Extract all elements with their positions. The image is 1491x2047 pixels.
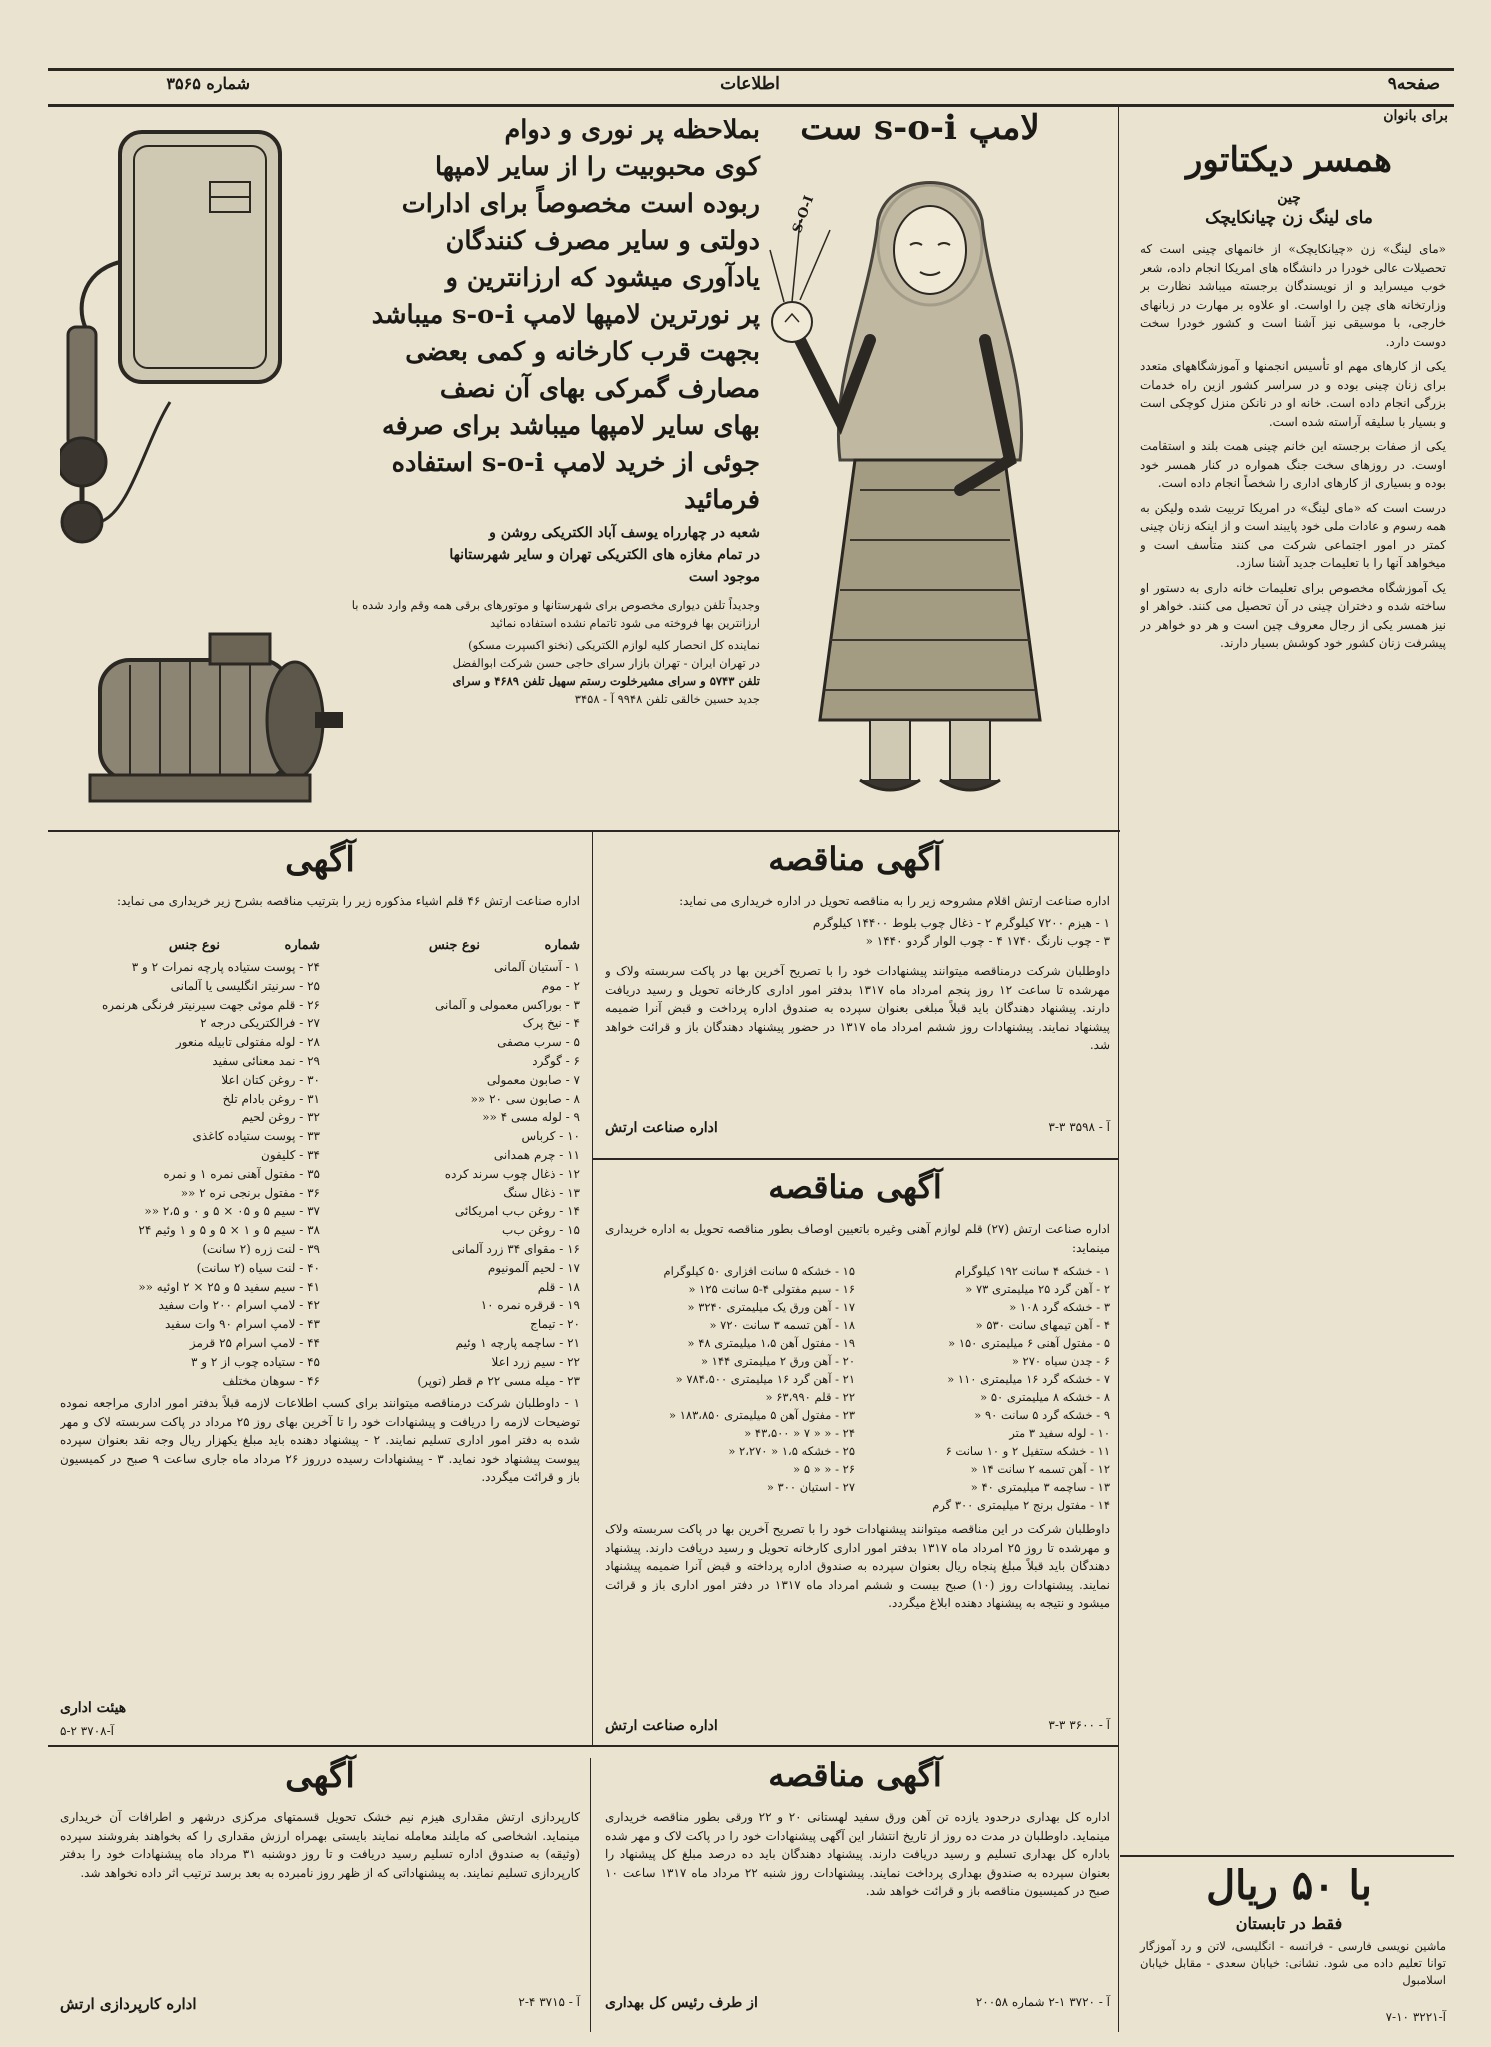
list-item: ۴ - آهن تیمهای سانت ۵۳۰ « xyxy=(975,1318,1110,1332)
list-item: ۲۷ - استیان ۳۰۰ « xyxy=(766,1480,855,1494)
telephone-illustration xyxy=(60,112,305,582)
monaqese2-items-b xyxy=(605,1262,855,1496)
agahi-bottom-signature: اداره کارپردازی ارتش xyxy=(60,1995,197,2013)
lamp-ad-extra-line: وجدیداً تلفن دیواری مخصوص برای شهرستانها و موتورهای برقی همه وقم وارد شده با ارزانترین بها فروخته می شود تاتمام نشده استفاده نمائید xyxy=(351,598,760,630)
women-section-label: برای بانوان xyxy=(1383,108,1448,124)
list-item: ۱۷ - آهن ورق یک میلیمتری ۳۲۴۰ « xyxy=(687,1300,855,1314)
lamp-ad-address-line: موجود است xyxy=(688,569,760,585)
women-paragraph: یک آموزشگاه مخصوص برای تعلیمات خانه داری به دستور او ساخته شده و دختران چینی در آن تحصیل می کنند. خواهر او نیز همسر یکی از رجال معروف چین است و هر دو خواهر در پیشرفت زنان کشور خود کوشش بسیار دارند. xyxy=(1140,580,1446,650)
monaqese3-title: آگهی مناقصه xyxy=(768,1756,942,1794)
lamp-ad-line: بملاحظه پر نوری و دوام xyxy=(504,115,760,145)
list-item: ۱۷ - لحیم آلمونیوم xyxy=(487,1260,580,1275)
list-item: ۲۹ - نمد معنائی سفید xyxy=(212,1053,320,1068)
lamp-ad-extra-line: در تهران ایران - تهران بازار سرای حاجی حسن شرکت ابوالفضل xyxy=(452,656,760,670)
page-label: صفحه۹ xyxy=(1387,74,1440,94)
list-item: ۵ - سرب مصفی xyxy=(497,1035,580,1050)
lamp-ad-address xyxy=(340,522,760,588)
lamp-ad-extra-line: نماینده کل انحصار کلیه لوازم الکتریکی (نخنو اکسپرت مسکو) xyxy=(468,638,760,652)
list-item: ۳۸ - سیم ۵ و ۱ × ۵ و ۵ و ۱ وئیم ۲۴ xyxy=(138,1223,320,1238)
monaqese1-body: داوطلبان شرکت درمناقصه میتوانند پیشنهادات خود را با تصریح آخرین بها در پاکت سربسته ولاک و مهرشده تا ساعت ۱۲ روز پنجم امرداد ماه ۱۳۱۷ بدفتر امور اداری کارخانه تحویل و رسید دریافت دارند. پیشنهاد دهندگان باید قبلاً مبلغی بعنوان سپرده به صندوق اداره پرداخت و قبض آنرا ضمیمه پیشنهاد نمایند. پیشنهادات روز ششم امرداد ماه ۱۳۱۷ در حضور پیشنهاد دهندگان باز و قرائت خواهد شد. xyxy=(605,964,1110,1052)
list-item: ۱۶ - سیم مفتولی ۴-۵ سانت ۱۲۵ « xyxy=(688,1282,855,1296)
monaqese1-footer xyxy=(605,1120,1110,1136)
column-divider-bottom xyxy=(590,1758,591,2032)
list-item: ۲۳ - مفتول آهن ۵ میلیمتری ۱۸۳،۸۵۰ « xyxy=(669,1408,855,1422)
monaqese2-intro: اداره صناعت ارتش (۲۷) قلم لوازم آهنی وغیره باتعیین اوصاف بطور مناقصه تحویل به اداره خریداری مینماید: xyxy=(605,1222,1110,1255)
column-divider-women xyxy=(1118,104,1119,2032)
women-paragraph: «مای لینگ» زن «چیانکایچک» از خانمهای چینی است که تحصیلات عالی خودرا در دانشگاه های امریکا انجام داده، شعر خوب میسراید و از نویسندگان برجسته میباشد نظارت بر وزارتخانه های چین را اواست. او علاوه بر مهارت در زبانهای خارجی، با موسیقی نیز آشنا است و کشور خودرا سخت دوست دارد. xyxy=(1140,242,1446,349)
monaqese1-items xyxy=(605,914,1110,950)
list-item: ۱۲ - ذغال چوب سرند کرده xyxy=(444,1166,580,1181)
list-item: ۳۱ - روغن بادام تلخ xyxy=(222,1091,320,1106)
list-item: ۴ - نیخ پرک xyxy=(522,1016,580,1031)
list-item: ۲ - موم xyxy=(541,978,580,993)
monaqese3-signature: از طرف رئیس کل بهداری xyxy=(605,1995,758,2011)
list-item: ۳۹ - لنت زره (۲ سانت) xyxy=(202,1241,320,1256)
lamp-ad-line: دولتی و سایر مصرف کنندگان xyxy=(445,226,760,256)
agahi-items-list-b xyxy=(60,958,320,1390)
list-item: ۲۸ - لوله مفتولی تابیله منعور xyxy=(175,1035,320,1050)
lamp-ad-body xyxy=(340,112,760,519)
col-no-label: شماره xyxy=(284,938,320,953)
women-headline: همسر دیکتاتور xyxy=(1186,140,1392,180)
monaqese3-code: آ - ۳۷۲۰ ۱-۲ شماره ۲۰۰۵۸ xyxy=(975,1995,1110,2009)
agahi-bottom-rule xyxy=(48,1745,593,1747)
newspaper-title: اطلاعات xyxy=(720,74,780,94)
lamp-ad-address-line: شعبه در چهارراه یوسف آباد الکتریکی روشن و xyxy=(489,525,760,541)
agahi-bottom-code: آ - ۳۷۱۵ ۴-۲ xyxy=(518,1995,580,2009)
list-item: ۲۲ - سیم زرد اعلا xyxy=(491,1354,580,1369)
list-item: ۱۴ - روغن ب‌ب امریکائی xyxy=(454,1204,580,1219)
monaqese2-code: آ - ۳۶۰۰ ۳-۳ xyxy=(1048,1718,1110,1732)
monaqese2-body: داوطلبان شرکت در این مناقصه میتوانند پیشنهادات خود را با تصریح آخرین بها در پاکت سربسته ولاک و مهرشده تا روز ۲۵ امرداد ماه ۱۳۱۷ بدفتر امور اداری کارخانه تحویل و رسید دریافت دارند. پیشنهاد دهندگان باید قبلاً مبلغ پنجاه ریال بعنوان سپرده به صندوق اداره پرداخته و قبض آنرا ضمیمه پیشنهاد نمایند. پیشنهادات روز (۱۰) صبح بیست و ششم امرداد ماه ۱۳۱۷ در دفتر امور اداری باز و قرائت میشود و نتیجه به پیشنهاد دهنده ابلاغ میگردد. xyxy=(605,1522,1110,1610)
women-sub2: مای لینگ زن چیانکایچک xyxy=(1205,208,1373,228)
women-article xyxy=(1140,240,1446,1840)
header-bottom-rule xyxy=(48,104,1454,107)
list-item: ۲ - آهن گرد ۲۵ میلیمتری ۷۳ « xyxy=(965,1282,1110,1296)
list-item: ۱۶ - مقوای ۳۴ زرد آلمانی xyxy=(451,1241,580,1256)
list-item: ۲۱ - آهن گرد ۱۶ میلیمتری ۷۸۴،۵۰۰ « xyxy=(675,1372,855,1386)
list-item: ۳۵ - مفتول آهنی نمره ۱ و نمره xyxy=(163,1166,320,1181)
agahi-col-header-b xyxy=(60,938,320,953)
agahi-bottom-body: کارپردازی ارتش مقداری هیزم نیم خشک تحویل قسمتهای مرکزی درشهر و اطرافات آن خریداری مینماید. اشخاصی که مایلند معامله نمایند بایستی بهمراه ارزش مقداری را که بخواهند بفروشند سپرده (وثیقه) به صندوق اداره تسلیم رسید دریافت و تا روز دوشنبه ۳۱ مرداد ماه پیشنهادات خود را بدفتر کارپردازی تسلیم نمایند. به پیشنهاداتی که از ظهر روز نامبرده به بعد برسد ترتیب اثر داده نخواهد شد. xyxy=(60,1810,580,1880)
list-item: ۱ - خشکه ۴ سانت ۱۹۲ کیلوگرام xyxy=(954,1264,1110,1278)
list-item: ۳۲ - روغن لحیم xyxy=(241,1110,320,1125)
electric-motor-illustration xyxy=(60,630,350,820)
list-item: ۱۰ - لوله سفید ۳ متر xyxy=(1009,1426,1110,1440)
monaqese1-signature: اداره صناعت ارتش xyxy=(605,1120,718,1136)
list-item: ۱۳ - ساچمه ۳ میلیمتری ۴۰ « xyxy=(970,1480,1110,1494)
list-item: ۱۱ - خشکه ستفیل ۲ و ۱۰ سانت ۶ xyxy=(945,1444,1110,1458)
list-item: ۷ - صابون معمولی xyxy=(486,1072,580,1087)
col-type-label: نوع جنس xyxy=(428,938,480,953)
list-item: ۱۹ - قرقره نمره ۱۰ xyxy=(480,1298,580,1313)
lamp-ad-extra-line: تلفن ۵۷۴۳ و سرای مشیرخلوت رستم سهیل تلفن ۴۶۸۹ و سرای xyxy=(452,674,760,688)
list-item: ۸ - صابون سی ۲۰ «« xyxy=(470,1091,580,1106)
list-item: ۴۶ - سوهان مختلف xyxy=(222,1373,320,1388)
lamp-ad-line: مصارف گمرکی بهای آن نصف xyxy=(439,374,760,404)
agahi-signature: هیئت اداری xyxy=(60,1700,127,1716)
list-item: ۲۶ - « « ۵ « xyxy=(793,1462,855,1476)
list-item: ۱۲ - آهن تسمه ۲ سانت ۱۴ « xyxy=(970,1462,1110,1476)
list-item: ۳ - خشکه گرد ۱۰۸ « xyxy=(1009,1300,1110,1314)
agahi-code: آ-۳۷۰۸ ۲-۵ xyxy=(60,1724,114,1738)
women-ad-top-rule xyxy=(1120,1855,1454,1857)
list-item: ۱۸ - آهن تسمه ۳ سانت ۷۲۰ « xyxy=(709,1318,855,1332)
monaqese2-title: آگهی مناقصه xyxy=(768,1168,942,1206)
agahi-intro: اداره صناعت ارتش ۴۶ قلم اشیاء مذکوره زیر را بترتیب مناقصه بشرح زیر خریداری می نماید: xyxy=(116,894,580,908)
agahi-title: آگهی xyxy=(285,840,355,880)
list-item: ۴۲ - لامپ اسرام ۲۰۰ وات سفید xyxy=(158,1298,320,1313)
list-item: ۲۴ - پوست ستیاده پارچه نمرات ۲ و ۳ xyxy=(131,960,320,974)
list-item: ۲۰ - آهن ورق ۲ میلیمتری ۱۴۴ « xyxy=(700,1354,855,1368)
list-item: ۲۳ - میله مسی ۲۲ م قطر (توپر) xyxy=(417,1373,580,1388)
women-paragraph: یکی از کارهای مهم او تأسیس انجمنها و آموزشگاههای متعدد برای زنان چینی بوده و در سراسر کشور ازین راه خدمات بزرگی انجام داده است. خانه او در نانکن منزل کوچکی است و بسیار با سلیقه آراسته شده است. xyxy=(1140,359,1446,429)
lamp-ad-line: پر نورترین لامپها لامپ s-o-i میباشد xyxy=(371,300,760,330)
agahi-bottom-footer xyxy=(60,1995,580,2013)
monaqese1-intro: اداره صناعت ارتش اقلام مشروحه زیر را به مناقصه تحویل در اداره خریداری می نماید: xyxy=(679,894,1110,908)
list-item: ۴۰ - لنت سیاه (۲ سانت) xyxy=(196,1260,320,1275)
lamp-ad-line: فرمائید xyxy=(684,485,760,515)
typing-ad-text: ماشین نویسی فارسی - فرانسه - انگلیسی، لاتن و رد آموزگار توانا تعلیم داده می شود. نشانی: خیابان سعدی - مقابل خیابان اسلامبول xyxy=(1140,1939,1446,1987)
monaqese1-bottom-rule xyxy=(593,1158,1118,1160)
list-item: ۱۰ - کرباس xyxy=(521,1129,580,1144)
monaqese3-body: اداره کل بهداری درحدود یازده تن آهن ورق سفید لهستانی ۲۰ و ۲۲ ورقی بطور مناقصه خریداری مینماید. داوطلبان در مدت ده روز از تاریخ انتشار این آگهی پیشنهادات خود را در پاکت لاک و مهر شده باداره کل بهداری تسلیم و رسید دریافت دارند. پیشنهاد دهندگان باید ده درصد مبلغ کل پیشنهاد را بعنوان سپرده به صندوق بهداری پرداخت نمایند. پیشنهادات روز شنبه ۲۲ مرداد ماه ۱۳۱۷ ساعت ۱۰ صبح در کمیسیون مناقصه باز و قرائت خواهد شد. xyxy=(605,1810,1110,1898)
column-divider-mid xyxy=(592,832,593,1746)
list-item: ۲۷ - فرالکتریکی درجه ۲ xyxy=(200,1016,320,1031)
list-item: ۳۴ - کلیفون xyxy=(261,1147,320,1162)
monaqese3-footer xyxy=(605,1995,1110,2011)
lamp-ad-line: ربوده است مخصوصاً برای ادارات xyxy=(401,189,760,219)
list-item: ۱۵ - روغن ب‌ب xyxy=(502,1223,580,1238)
monaqese2-items-a xyxy=(860,1262,1110,1514)
typing-ad-code: آ-۳۲۲۱ ۱۰-۷ xyxy=(1385,2010,1446,2024)
list-item: ۲۱ - ساچمه پارچه ۱ وئیم xyxy=(455,1335,580,1350)
list-item: ۱ - آستیان آلمانی xyxy=(494,960,580,974)
list-item: ۶ - گوگرد xyxy=(532,1053,580,1068)
monaqese1-title: آگهی مناقصه xyxy=(768,840,942,878)
lamp-ad-title: لامپ s-o-i ست xyxy=(800,108,1040,148)
header-top-rule xyxy=(48,68,1454,71)
agahi-bottom-title: آگهی xyxy=(285,1756,355,1796)
list-item: ۶ - چدن سیاه ۲۷۰ « xyxy=(1011,1354,1110,1368)
list-item: ۲۲ - قلم ۶۳،۹۹۰ « xyxy=(765,1390,855,1404)
lamp-ad-line: یادآوری میشود که ارزانترین و xyxy=(445,263,760,293)
lamp-ad-line: جوئی از خرید لامپ s-o-i استفاده xyxy=(391,448,760,478)
list-item: ۳۰ - روغن کتان اعلا xyxy=(221,1072,320,1087)
list-item: ۸ - خشکه ۸ میلیمتری ۵۰ « xyxy=(980,1390,1110,1404)
agahi-col-header-a xyxy=(330,938,580,953)
list-item: ۱۱ - چرم همدانی xyxy=(493,1147,580,1162)
list-item: ۴۳ - لامپ اسرام ۹۰ وات سفید xyxy=(164,1317,320,1332)
list-item: ۴۱ - سیم سفید ۵ و ۲۵ × ۲ اوئیه «« xyxy=(138,1279,320,1294)
list-item: ۱۴ - مفتول برنج ۲ میلیمتری ۳۰۰ گرم xyxy=(932,1498,1110,1512)
list-item: ۴۵ - ستیاده چوب از ۲ و ۳ xyxy=(191,1354,320,1369)
issue-number: شماره ۳۵۶۵ xyxy=(166,74,250,93)
col-no-label: شماره xyxy=(544,938,580,953)
monaqese1-item-line: ۱ - هیزم ۷۲۰۰ کیلوگرم ۲ - ذغال چوب بلوط ۱۴۴۰۰ کیلوگرم xyxy=(812,916,1110,930)
monaqese2-footer xyxy=(605,1718,1110,1734)
women-paragraph: یکی از صفات برجسته این خانم چینی همت بلند و استقامت اوست. در روزهای سخت جنگ همواره در کنار همسر خود بوده و بسیاری از کارهای اداری را شخصاً انجام داده است. xyxy=(1140,439,1446,490)
col-type-label: نوع جنس xyxy=(168,938,220,953)
lamp-ad-extra-line: جدید حسین خالقی تلفن ۹۹۴۸ آ - ۳۴۵۸ xyxy=(574,692,760,706)
monaqese1-code: آ - ۳۵۹۸ ۳-۳ xyxy=(1048,1120,1110,1134)
monaqese2-signature: اداره صناعت ارتش xyxy=(605,1718,718,1734)
agahi-items-list-a xyxy=(330,958,580,1390)
list-item: ۳۳ - پوست ستیاده کاغذی xyxy=(192,1129,320,1144)
bulb-label: S-O-I xyxy=(790,193,818,236)
woman-with-lamp-illustration xyxy=(760,160,1100,815)
list-item: ۳۷ - سیم ۵ و ۰۵ × ۵ و ۰ و ۲،۵ «« xyxy=(144,1204,320,1219)
list-item: ۲۵ - خشکه ۱،۵ « ۲،۲۷۰ « xyxy=(728,1444,855,1458)
lamp-ad-line: بجهت قرب کارخانه و کمی بعضی xyxy=(405,337,760,367)
lamp-ad-address-line: در تمام مغازه های الکتریکی تهران و سایر شهرستانها xyxy=(449,547,760,563)
list-item: ۱۵ - خشکه ۵ سانت افزاری ۵۰ کیلوگرام xyxy=(663,1264,855,1278)
lamp-ad-extra xyxy=(340,596,760,708)
lamp-ad-line: بهای سایر لامپها میباشد برای صرفه xyxy=(381,411,760,441)
list-item: ۳ - بوراکس معمولی و آلمانی xyxy=(435,997,580,1012)
list-item: ۹ - لوله مسی ۴ «« xyxy=(482,1110,580,1125)
women-sub1: چین xyxy=(1277,190,1301,206)
list-item: ۷ - خشکه گرد ۱۶ میلیمتری ۱۱۰ « xyxy=(947,1372,1110,1386)
list-item: ۱۳ - ذغال سنگ xyxy=(503,1185,580,1200)
lamp-ad-line: کوی محبوبیت را از سایر لامپها xyxy=(434,152,760,182)
typing-ad-title: با ۵۰ ریال xyxy=(1206,1862,1372,1909)
list-item: ۳۶ - مفتول برنجی نره ۲ «« xyxy=(180,1185,320,1200)
lamp-ad-bottom-rule xyxy=(48,830,1120,832)
list-item: ۱۸ - قلم xyxy=(537,1279,580,1294)
list-item: ۲۰ - تیماج xyxy=(530,1317,580,1332)
typing-ad-subtitle: فقط در تابستان xyxy=(1235,1914,1343,1933)
list-item: ۹ - خشکه گرد ۵ سانت ۹۰ « xyxy=(974,1408,1110,1422)
monaqese1-item-line: ۳ - چوب نارنگ ۱۷۴۰ ۴ - چوب الوار گردو ۱۴۴۰ « xyxy=(865,934,1110,948)
list-item: ۱۹ - مفتول آهن ۱،۵ میلیمتری ۴۸ « xyxy=(687,1336,855,1350)
agahi-conditions: ۱ - داوطلبان شرکت درمناقصه میتوانند برای کسب اطلاعات لازمه قبلاً بدفتر امور اداری مراجعه نموده توضیحات لازمه را دریافت و پیشنهادات خود را تا آخرین بهای روز ۲۵ مرداد در پاکت سربسته لاک و مهر شده به دفتر امور اداری تسلیم نمایند. ۲ - پیشنهاد دهنده باید مبلغ یکهزار ریال وجه نقد بعنوان سپرده پیوست پیشنهاد خود نماید. ۳ - پیشنهادات رسیده درروز ۲۶ مرداد ماه جاری ساعت ۹ صبح در کمیسیون باز و قرائت میگردد. xyxy=(60,1396,580,1484)
women-paragraph: درست است که «مای لینگ» در امریکا تربیت شده ولیکن به همه رسوم و عادات ملی خود پایبند است و از اینکه زنان چینی کمتر در امور اجتماعی شرکت می کنند متأسف است و میخواهد آنها را با تعلیمات جدید آشنا سازد. xyxy=(1140,500,1446,570)
list-item: ۲۵ - سرنیتر انگلیسی یا آلمانی xyxy=(170,978,320,993)
list-item: ۲۶ - قلم موئی جهت سیرنیتر فرنگی هرنمره xyxy=(101,997,320,1012)
list-item: ۲۴ - « « ۷ « ۴۳،۵۰۰ « xyxy=(744,1426,855,1440)
list-item: ۵ - مفتول آهنی ۶ میلیمتری ۱۵۰ « xyxy=(948,1336,1110,1350)
list-item: ۴۴ - لامپ اسرام ۲۵ قرمز xyxy=(189,1335,320,1350)
monaqese2-bottom-rule xyxy=(593,1745,1118,1747)
